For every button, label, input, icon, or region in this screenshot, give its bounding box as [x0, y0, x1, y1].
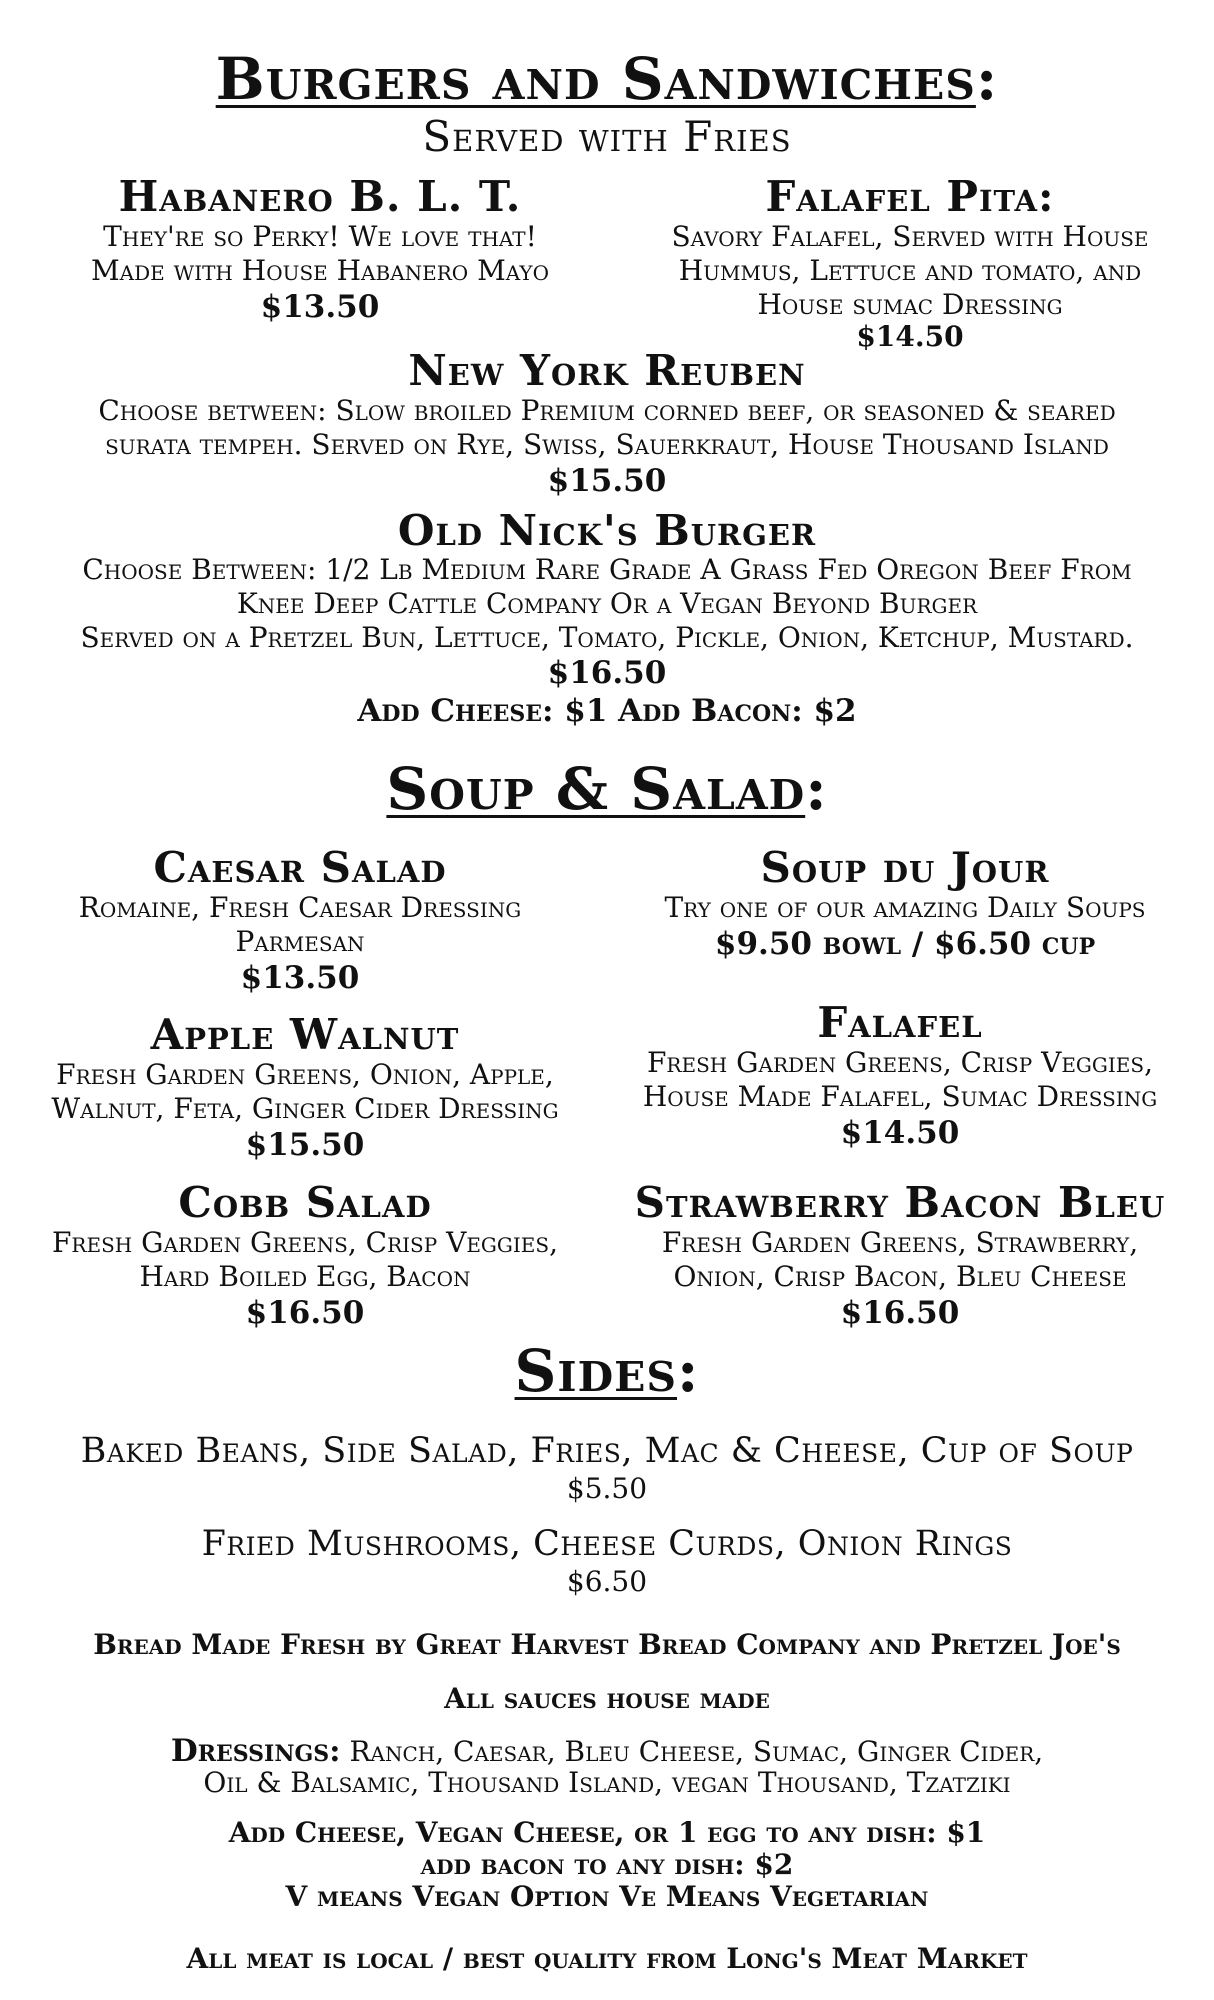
old-nicks-addons: Add Cheese: $1 Add Bacon: $2 — [357, 693, 857, 729]
burgers-subtitle: Served with Fries — [422, 112, 792, 161]
caesar-salad-price: $13.50 — [240, 960, 360, 996]
reuben-desc-1: Choose between: Slow broiled Premium corned beef, or seasoned & seared — [98, 394, 1116, 427]
habanero-blt-price: $13.50 — [260, 289, 380, 325]
sides-title: Sides: — [514, 1337, 700, 1405]
falafel-pita-name: Falafel Pita: — [765, 172, 1055, 221]
falafel-pita-desc-3: House sumac Dressing — [757, 288, 1063, 321]
addon-note-2: add bacon to any dish: $2 — [420, 1848, 794, 1881]
old-nicks-price: $16.50 — [547, 655, 667, 691]
dressings-line-1 — [0, 1734, 1214, 1768]
sides-group-1-price: $5.50 — [566, 1472, 648, 1505]
dressings-label: Dressings: — [170, 1733, 341, 1769]
soup-du-jour-price: $9.50 bowl / $6.50 cup — [714, 926, 1096, 962]
apple-walnut-desc-2: Walnut, Feta, Ginger Cider Dressing — [51, 1092, 559, 1125]
habanero-blt-desc-2: Made with House Habanero Mayo — [90, 254, 550, 287]
falafel-salad-price: $14.50 — [840, 1115, 960, 1151]
sauces-note: All sauces house made — [444, 1682, 770, 1715]
old-nicks-desc-1: Choose Between: 1/2 Lb Medium Rare Grade A Grass Fed Oregon Beef From — [82, 553, 1132, 586]
cobb-salad-price: $16.50 — [245, 1295, 365, 1331]
apple-walnut-price: $15.50 — [245, 1127, 365, 1163]
soup-salad-title: Soup & Salad: — [386, 755, 828, 823]
old-nicks-burger-name: Old Nick's Burger — [397, 506, 817, 555]
falafel-pita-price: $14.50 — [856, 320, 964, 353]
meat-note: All meat is local / best quality from Long's Meat Market — [186, 1942, 1028, 1975]
dressings-line-2: Oil & Balsamic, Thousand Island, vegan Thousand, Tzatziki — [203, 1766, 1011, 1799]
sides-group-1-items: Baked Beans, Side Salad, Fries, Mac & Cheese, Cup of Soup — [80, 1431, 1134, 1471]
cobb-salad-name: Cobb Salad — [178, 1178, 432, 1227]
burgers-title: Burgers and Sandwiches: — [215, 45, 999, 113]
soup-du-jour-name: Soup du Jour — [760, 843, 1050, 892]
sides-group-2-price: $6.50 — [566, 1565, 648, 1598]
reuben-desc-2: surata tempeh. Served on Rye, Swiss, Sauerkraut, House Thousand Island — [105, 428, 1109, 461]
strawberry-bacon-bleu-desc-1: Fresh Garden Greens, Strawberry, — [661, 1226, 1139, 1259]
falafel-pita-desc-1: Savory Falafel, Served with House — [671, 220, 1149, 253]
caesar-salad-desc-1: Romaine, Fresh Caesar Dressing — [78, 891, 522, 924]
sides-group-2-items: Fried Mushrooms, Cheese Curds, Onion Rings — [201, 1524, 1013, 1564]
soup-du-jour-desc-1: Try one of our amazing Daily Soups — [664, 891, 1146, 924]
habanero-blt-name: Habanero B. L. T. — [118, 172, 522, 221]
old-nicks-desc-3: Served on a Pretzel Bun, Lettuce, Tomato, Pickle, Onion, Ketchup, Mustard. — [80, 621, 1134, 654]
strawberry-bacon-bleu-price: $16.50 — [840, 1295, 960, 1331]
dressings-list-1: Ranch, Caesar, Bleu Cheese, Sumac, Ginger Cider, — [349, 1735, 1044, 1768]
bread-note: Bread Made Fresh by Great Harvest Bread Company and Pretzel Joe's — [93, 1628, 1121, 1661]
strawberry-bacon-bleu-desc-2: Onion, Crisp Bacon, Bleu Cheese — [673, 1260, 1127, 1293]
apple-walnut-desc-1: Fresh Garden Greens, Onion, Apple, — [56, 1058, 554, 1091]
caesar-salad-desc-2: Parmesan — [235, 925, 365, 958]
apple-walnut-name: Apple Walnut — [150, 1010, 460, 1059]
falafel-pita-desc-2: Hummus, Lettuce and tomato, and — [678, 254, 1142, 287]
cobb-salad-desc-2: Hard Boiled Egg, Bacon — [139, 1260, 471, 1293]
addon-note-1: Add Cheese, Vegan Cheese, or 1 egg to any dish: $1 — [228, 1816, 986, 1849]
falafel-salad-desc-1: Fresh Garden Greens, Crisp Veggies, — [647, 1046, 1153, 1079]
old-nicks-desc-2: Knee Deep Cattle Company Or a Vegan Beyond Burger — [236, 587, 978, 620]
vegan-legend: V means Vegan Option Ve Means Vegetarian — [285, 1880, 929, 1913]
falafel-salad-desc-2: House Made Falafel, Sumac Dressing — [642, 1080, 1158, 1113]
habanero-blt-desc-1: They're so Perky! We love that! — [103, 220, 537, 253]
reuben-name: New York Reuben — [408, 346, 806, 395]
falafel-salad-name: Falafel — [817, 998, 983, 1047]
reuben-price: $15.50 — [547, 463, 667, 499]
strawberry-bacon-bleu-name: Strawberry Bacon Bleu — [634, 1178, 1166, 1227]
caesar-salad-name: Caesar Salad — [153, 843, 447, 892]
cobb-salad-desc-1: Fresh Garden Greens, Crisp Veggies, — [52, 1226, 558, 1259]
